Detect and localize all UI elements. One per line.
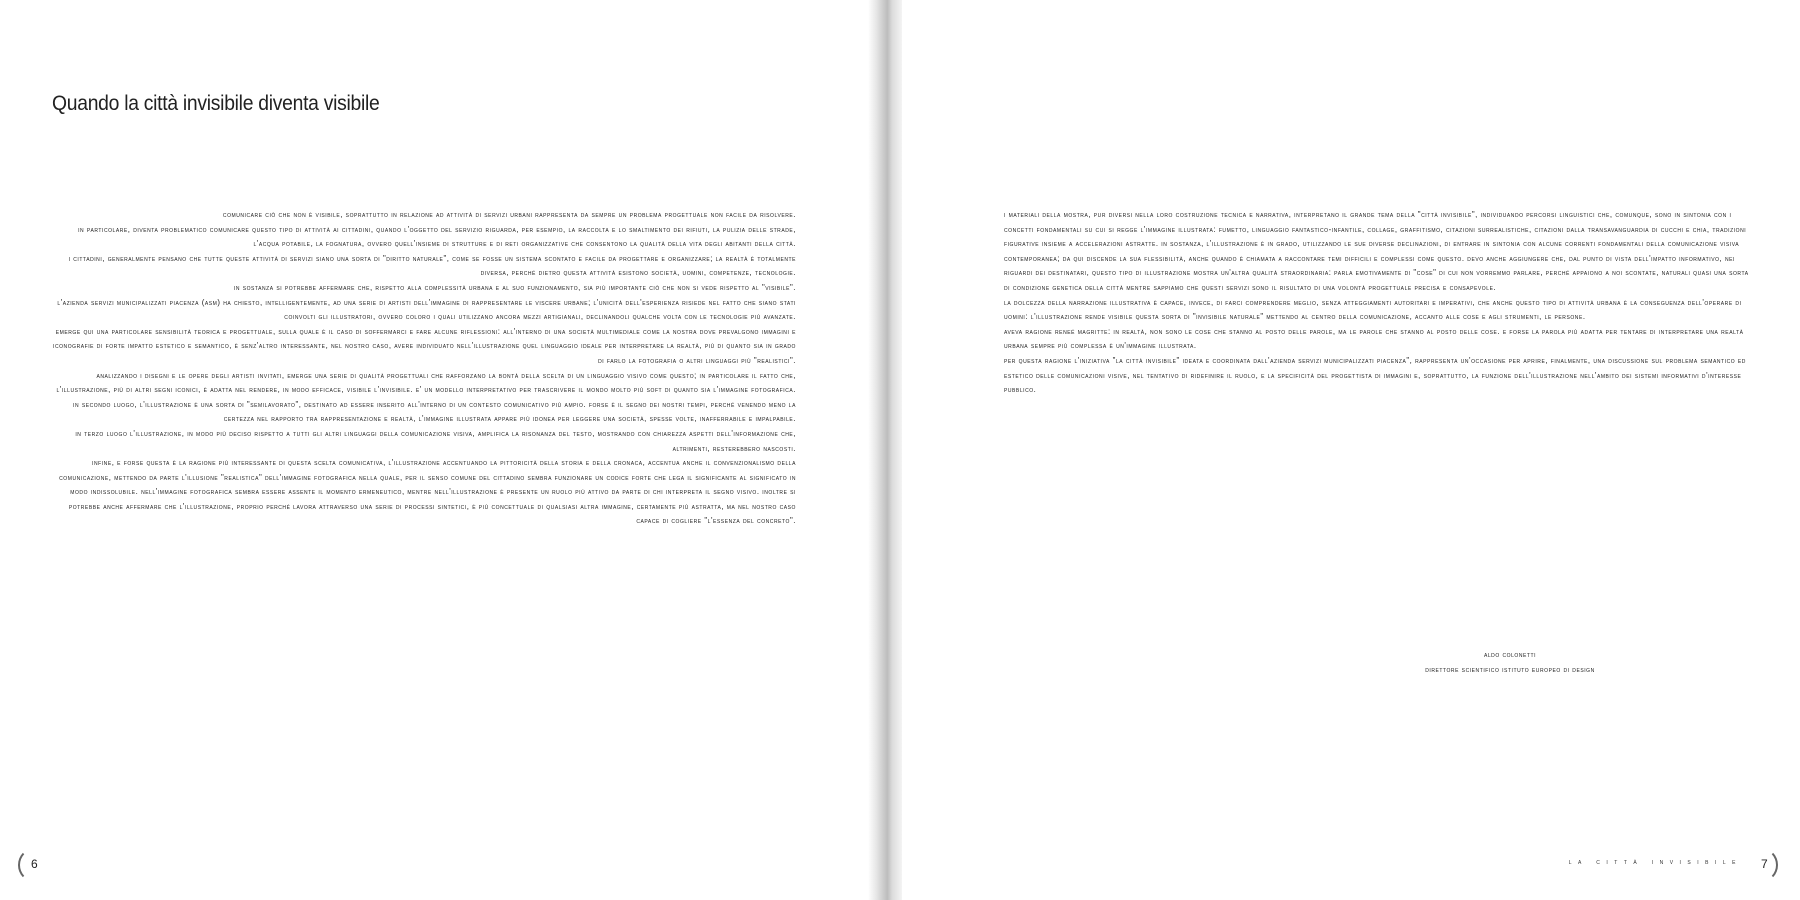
page-number-text: 7 [1761, 857, 1768, 871]
page-number-left [18, 848, 48, 880]
page-number-right [1748, 848, 1778, 880]
signature-block [1300, 648, 1720, 677]
paragraph: in sostanza si potrebbe affermare che, rispetto alla complessità urbana e al suo funzionamento, sia più importante ciò che non si vede rispetto al "visibile". [233, 282, 796, 292]
author-name: aldo colonetti [1483, 650, 1537, 659]
paragraph: per questa ragione l'iniziativa "la città invisibile" ideata e coordinata dall'azienda servizi municipalizzati piacenza", rappresenta un'occasione per aprire, finalmente, una discussione sul problema semantico ed estetico delle comunicazioni visive, nel tentativo di ridefinire il ruolo, e la specificità del progettista di immagini e, soprattutto, la funzione dell'illustrazione nell'ambito dei sistemi informativi d'interesse pubblico. [1004, 355, 1746, 395]
right-body-text [1004, 208, 1750, 398]
paragraph: i materiali della mostra, pur diversi nella loro costruzione tecnica e narrativa, interpretano il grande tema della "città invisibile", individuando percorsi linguistici che, comunque, sono in sintonia con i concetti fondamentali su cui si regge l'immagine illustrata: fumetto, linguaggio fantastico-infantile, collage, graffitismo, citazioni surrealistiche, citazioni dalla transavanguardia di cucchi e chia, tradizioni figurative insieme a accelerazioni astratte. in sostanza, l'illustrazione è in grado, utilizzando le sue diverse declinazioni, di entrare in sintonia con alcune correnti fondamentali della comunicazione visiva contemporanea; da qui discende la sua flessibilità, anche quando è chiamata a raccontare temi difficili e complessi come questo. devo anche aggiungere che, dal punto di vista dell'impatto informativo, nei riguardi dei destinatari, questo tipo di illustrazione mostra un'altra qualità straordinaria: parla emotivamente di "cose" di cui non vorremmo parlare, perché appaiono a noi scontate, naturali quasi una sorta di condizione genetica della città mentre sappiamo che questi servizi sono il risultato di una volontà progettuale precisa e consapevole. [1004, 210, 1749, 292]
paragraph: comunicare ciò che non è visibile, soprattutto in relazione ad attività di servizi urbani rappresenta da sempre un problema progettuale non facile da risolvere. [222, 210, 796, 219]
paragraph: in terzo luogo l'illustrazione, in modo più deciso rispetto a tutti gli altri linguaggi della comunicazione visiva, amplifica la risonanza del testo, mostrando con chiarezza aspetti dell'informazione che, altrimenti, resterebbero nascosti. [75, 428, 796, 453]
paragraph: in particolare, diventa problematico comunicare questo tipo di attività ai cittadini, quando l'oggetto del servizio riguarda, per esempio, la raccolta e lo smaltimento dei rifiuti, la pulizia delle strade, l'acqua potabile, la fognatura, ovvero quell'insieme di strutture e di reti organizzative che consentono la qualità della vita degli abitanti della città. [78, 224, 796, 249]
right-page [902, 0, 1800, 900]
paragraph: i cittadini, generalmente pensano che tutte queste attività di servizi siano una sorta di "diritto naturale", come se fosse un sistema scontato e facile da progettare e organizzare; la realtà è totalmente diversa, perché dietro questa attività esistono società, uomini, competenze, tecnologie. [68, 253, 796, 278]
paragraph: in secondo luogo, l'illustrazione è una sorta di "semilavorato", destinato ad essere inserito all'interno di un contesto comunicativo più ampio. forse è il segno dei nostri tempi, perché venendo meno la certezza nel rapporto tra rappresentazione e realtà, l'immagine illustrata appare più idonea per leggere una società, spesse volte, inafferrabile e impalpabile. [73, 399, 796, 424]
paragraph: aveva ragione reneé magritte: in realtà, non sono le cose che stanno al posto delle parole, ma le parole che stanno al posto delle cose. e forse la parola più adatta per tentare di interpretare una realtà urbana sempre più complessa è un'immagine illustrata. [1004, 326, 1744, 351]
paragraph: la dolcezza della narrazione illustrativa è capace, invece, di farci comprendere meglio, senza atteggiamenti autoritari e imperativi, che anche questo tipo di attività urbana è la conseguenza dell'operare di uomini: l'illustrazione rende visibile questa sorta di "invisibile naturale" mettendo al centro della comunicazione, accanto alle cose e agli strumenti, le persone. [1004, 297, 1742, 322]
page-number-text: 6 [31, 857, 38, 871]
paragraph: infine, e forse questa è la ragione più interessante di questa scelta comunicativa, l'illustrazione accentuando la pittoricità della storia e della cronaca, accentua anche il convenzionalismo della comunicazione, mettendo da parte l'illusione "realistica" dell'immagine fotografica nella quale, per il senso comune del cittadino sembra funzionare un codice forte che lega il significante al significato in modo indissolubile. nell'immagine fotografica sembra essere assente il momento ermeneutico, mentre nell'illustrazione è presente un ruolo più attivo da parte di chi interpreta il segno visivo. inoltre si potrebbe anche affermare che l'illustrazione, proprio perché lavora attraverso una serie di processi sintetici, è più concettuale di qualsiasi altra immagine, certamente più astratta, ma nel nostro caso capace di cogliere "l'essenza del concreto". [59, 458, 796, 526]
left-page [0, 0, 880, 900]
author-role: direttore scientifico istituto europeo di design [1425, 664, 1595, 674]
paragraph: emerge qui una particolare sensibilità teorica e progettuale, sulla quale è il caso di soffermarci e fare alcune riflessioni: all'interno di una società multimediale come la nostra dove prevalgono immagini e iconografie di forte impatto estetico e semantico, è senz'altro interessante, nel nostro caso, avere individuato nell'illustrazione quel linguaggio ideale per interpretare la realtà, più di quanto sia in grado di farlo la fotografia o altri linguaggi più "realistici". [53, 326, 796, 365]
paragraph: analizzando i disegni e le opere degli artisti invitati, emerge una serie di qualità progettuali che rafforzano la bontà della scelta di un linguaggio visivo come questo; in particolare il fatto che, l'illustrazione, più di altri segni iconici, è adatta nel rendere, in modo efficace, visibile l'invisibile. e' un modello interpretativo per trascrivere il mondo molto più soft di quanto sia l'immagine fotografica. [56, 370, 796, 395]
left-body-text [52, 208, 796, 529]
running-head: la città invisibile [1568, 859, 1742, 866]
paragraph: l'azienda servizi municipalizzati piacenza (asm) ha chiesto, intelligentemente, ad una serie di artisti dell'immagine di rappresentare le viscere urbane; l'unicità dell'esperienza risiede nel fatto che siano stati coinvolti gli illustratori, ovvero coloro i quali utilizzano ancora mezzi artigianali, declinandoli qualche volta con le tecnologie più avanzate. [57, 297, 796, 322]
page-title: Quando la città invisibile diventa visibile [52, 92, 380, 115]
